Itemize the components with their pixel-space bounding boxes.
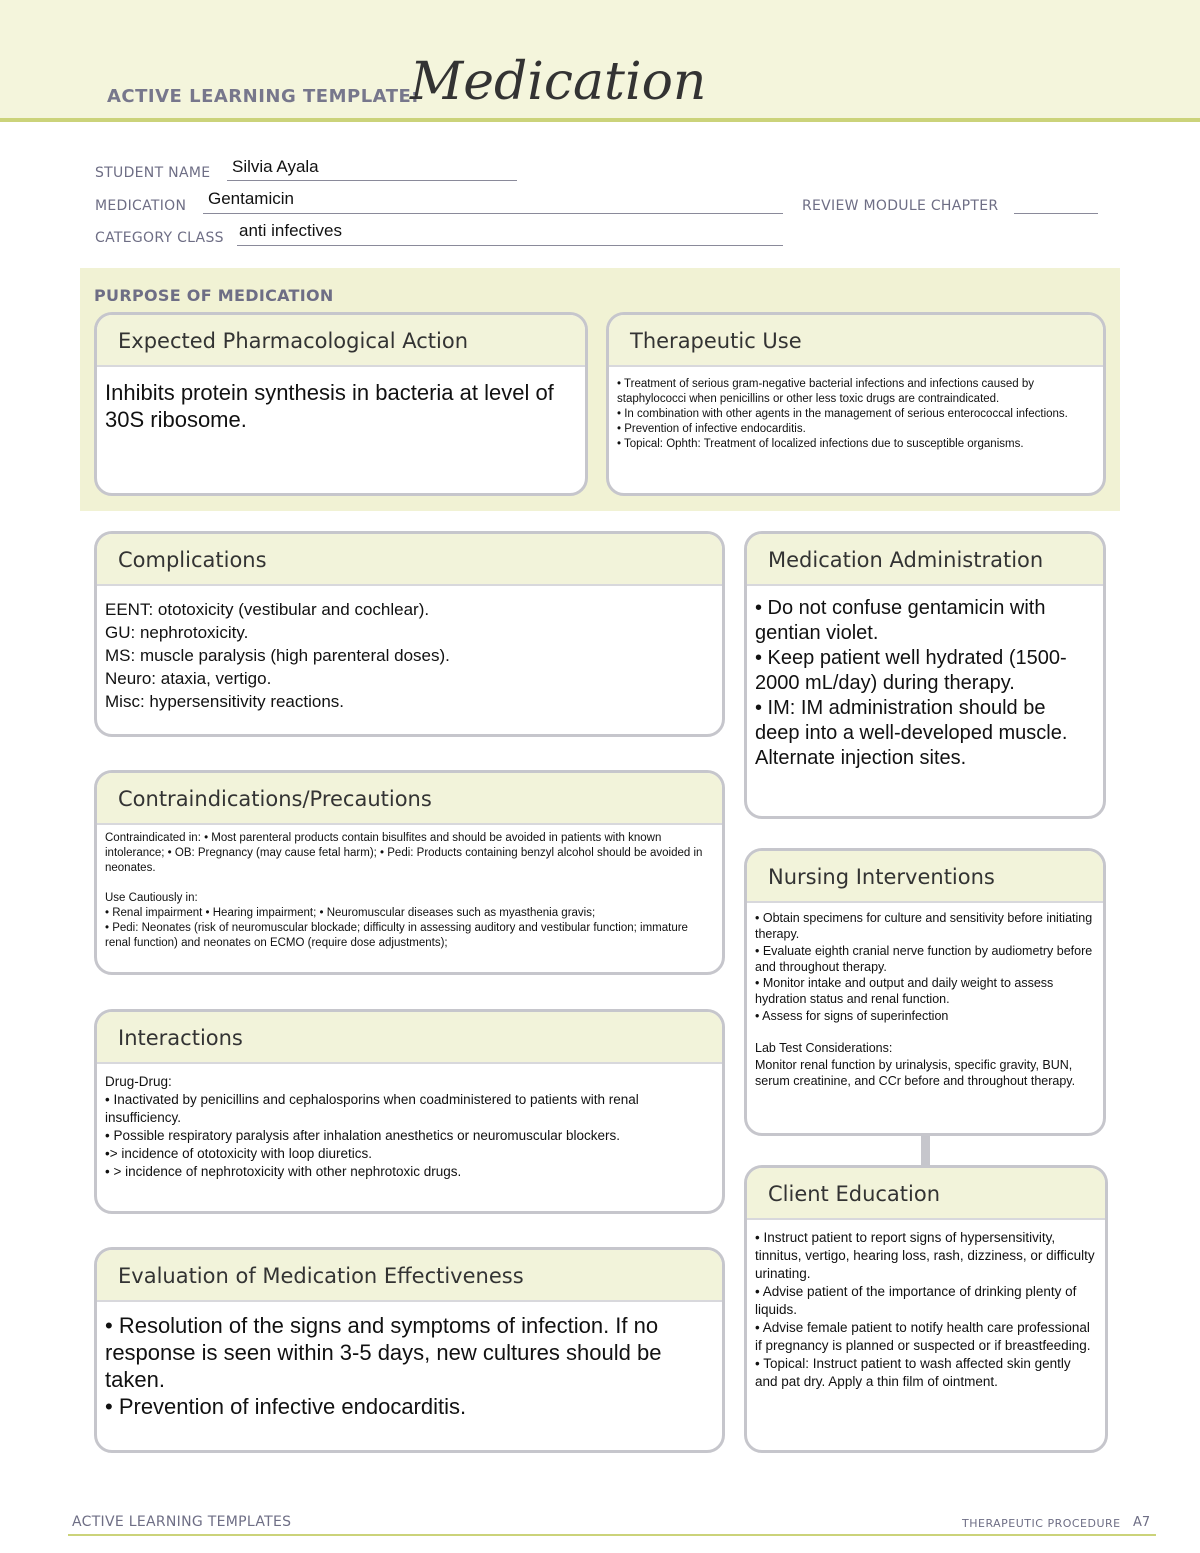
student-name-label: STUDENT NAME <box>95 165 211 181</box>
page-title: Medication <box>410 52 707 112</box>
nursing-interventions-card <box>744 848 1106 1136</box>
category-class-label: CATEGORY CLASS <box>95 230 224 246</box>
medication-administration-card <box>744 531 1106 819</box>
expected-action-title: Expected Pharmacological Action <box>97 315 585 367</box>
medication-administration-title: Medication Administration <box>747 534 1103 586</box>
therapeutic-use-body[interactable]: • Treatment of serious gram-negative bacterial infections and infections caused by staphylococci when penicillins or other less toxic drugs are contraindicated. • In combination with other agents in the management of serious enterococcal infections. • Prevention of infective endocarditis. • Topical: Ophth: Treatment of localized infections due to susceptible organisms. <box>617 378 1068 450</box>
medication-value[interactable]: Gentamicin <box>208 189 294 208</box>
medication-label: MEDICATION <box>95 198 187 214</box>
contraindications-card <box>94 770 725 975</box>
contraindications-body[interactable]: Contraindicated in: • Most parenteral products contain bisulfites and should be avoided in patients with known intolerance; • OB: Pregnancy (may cause fetal harm); • Pedi: Products containing benzyl alcohol should be avoided in neonates. Use Cautiously in: • Renal impairment • Hearing impairment; • Neuromuscular diseases such as myasthenia gravis; • Pedi: Neonates (risk of neuromuscular blockade; difficulty in assessing auditory and vestibular function; immature renal function) and neonates on ECMO (require dose adjustments); <box>105 832 703 949</box>
student-name-line <box>227 179 517 181</box>
evaluation-body[interactable]: • Resolution of the signs and symptoms of infection. If no response is seen within 3-5 days, new cultures should be taken. • Prevention of infective endocarditis. <box>105 1313 662 1419</box>
expected-action-card <box>94 312 588 496</box>
student-name-value[interactable]: Silvia Ayala <box>232 157 319 176</box>
therapeutic-use-card <box>606 312 1106 496</box>
category-class-value[interactable]: anti infectives <box>239 221 342 240</box>
purpose-label: PURPOSE OF MEDICATION <box>94 286 334 305</box>
template-label: ACTIVE LEARNING TEMPLATE: <box>107 86 419 107</box>
expected-action-body[interactable]: Inhibits protein synthesis in bacteria at level of 30S ribosome. <box>105 380 554 432</box>
complications-body[interactable]: EENT: ototoxicity (vestibular and cochlear). GU: nephrotoxicity. MS: muscle paralysis (high parenteral doses). Neuro: ataxia, vertigo. Misc: hypersensitivity reactions. <box>105 600 450 711</box>
interactions-body[interactable]: Drug-Drug: • Inactivated by penicillins and cephalosporins when coadministered to patients with renal insufficiency. • Possible respiratory paralysis after inhalation anesthetics or neuromuscular blockers. •> incidence of ototoxicity with loop diuretics. • > incidence of nephrotoxicity with other nephrotoxic drugs. <box>105 1074 639 1179</box>
evaluation-title: Evaluation of Medication Effectiveness <box>97 1250 722 1302</box>
complications-title: Complications <box>97 534 722 586</box>
nursing-interventions-title: Nursing Interventions <box>747 851 1103 903</box>
interactions-title: Interactions <box>97 1012 722 1064</box>
nursing-interventions-body[interactable]: • Obtain specimens for culture and sensitivity before initiating therapy. • Evaluate eighth cranial nerve function by audiometry before and throughout therapy. • Monitor intake and output and daily weight to assess hydration status and renal function. • Assess for signs of superinfection Lab Test Considerations: Monitor renal function by urinalysis, specific gravity, BUN, serum creatinine, and CCr before and throughout therapy. <box>755 911 1093 1088</box>
footer-right-label: THERAPEUTIC PROCEDURE <box>962 1517 1121 1530</box>
medication-administration-body[interactable]: • Do not confuse gentamicin with gentian violet. • Keep patient well hydrated (1500-2000 mL/day) during therapy. • IM: IM administration should be deep into a well-developed muscle. Alternate injection sites. <box>755 597 1068 769</box>
medication-line <box>203 212 783 214</box>
review-module-line[interactable] <box>1014 212 1098 214</box>
review-module-label: REVIEW MODULE CHAPTER <box>802 198 999 214</box>
contraindications-title: Contraindications/Precautions <box>97 773 722 825</box>
client-education-card <box>744 1165 1108 1453</box>
interactions-card <box>94 1009 725 1214</box>
client-education-body[interactable]: • Instruct patient to report signs of hypersensitivity, tinnitus, vertigo, hearing loss, rash, dizziness, or difficulty urinating. • Advise patient of the importance of drinking plenty of liquids. • Advise female patient to notify health care professional if pregnancy is planned or suspected or if breastfeeding. • Topical: Instruct patient to wash affected skin gently and pat dry. Apply a thin film of ointment. <box>755 1230 1095 1389</box>
evaluation-card <box>94 1247 725 1453</box>
therapeutic-use-title: Therapeutic Use <box>609 315 1103 367</box>
footer-left-label: ACTIVE LEARNING TEMPLATES <box>72 1514 292 1530</box>
footer-page-number: A7 <box>1133 1515 1151 1530</box>
footer-divider <box>68 1534 1156 1536</box>
client-education-title: Client Education <box>747 1168 1105 1220</box>
category-class-line <box>237 244 783 246</box>
connector-bar <box>921 1134 930 1166</box>
complications-card <box>94 531 725 737</box>
